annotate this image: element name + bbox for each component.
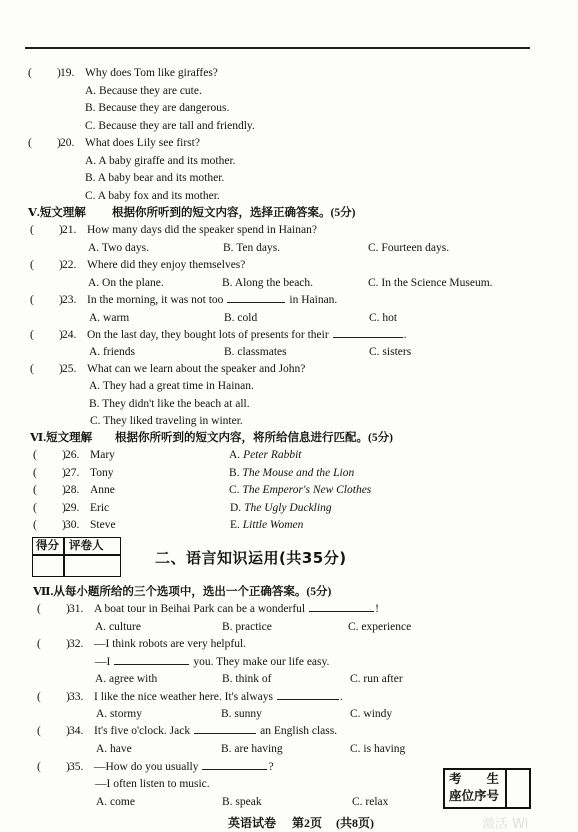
book-title: Little Women	[242, 519, 304, 531]
section-7-heading	[33, 585, 331, 599]
question-21	[30, 223, 530, 237]
option-b: B. speak	[222, 796, 262, 808]
question-31	[37, 602, 537, 616]
fill-in-blank	[277, 690, 339, 700]
option-a: A. friends	[89, 346, 135, 358]
question-number: 26.	[65, 449, 80, 461]
option-c: C. relax	[352, 796, 389, 808]
box-divider-vertical	[63, 538, 65, 576]
answer-paren-close: )	[66, 761, 70, 773]
dialogue-reply: —I often listen to music.	[95, 778, 210, 790]
option-b: B. Ten days.	[223, 242, 281, 254]
book-c	[229, 483, 371, 497]
option-c: C. sisters	[369, 346, 412, 358]
book-d	[230, 501, 332, 515]
question-number: 20.	[60, 137, 75, 149]
answer-paren-close: )	[57, 67, 61, 79]
question-number: 35.	[69, 761, 84, 773]
book-e	[230, 518, 303, 532]
answer-paren-open: (	[37, 725, 41, 737]
section-6-heading	[30, 431, 92, 445]
book-a	[229, 448, 302, 462]
answer-paren-close: )	[62, 449, 66, 461]
answer-paren-open: (	[37, 691, 41, 703]
fill-in-blank	[309, 602, 374, 612]
option-a: A. stormy	[96, 708, 142, 720]
score-label: 得分	[36, 540, 59, 552]
footer-total-pages: (共8页)	[336, 816, 374, 830]
footer-page-number: 第2页	[292, 816, 323, 830]
answer-paren-open: (	[30, 363, 34, 375]
answer-paren-open: (	[37, 603, 41, 615]
person-name: Tony	[90, 467, 114, 479]
stem-text-before: It's five o'clock. Jack	[94, 725, 191, 737]
answer-paren-close: )	[62, 484, 66, 496]
activation-watermark: 激活 Wi	[482, 817, 529, 832]
question-20	[28, 136, 528, 150]
person-name: Anne	[90, 484, 115, 496]
question-stem	[87, 293, 337, 307]
fill-in-blank	[194, 724, 256, 734]
part-2-title: 二、语言知识运用(共35分)	[155, 549, 347, 567]
book-letter: A.	[229, 449, 241, 461]
stem-text-before: A boat tour in Beihai Park can be a wonderful	[94, 603, 306, 615]
question-number: 32.	[69, 638, 84, 650]
question-33	[37, 690, 537, 704]
question-stem: What does Lily see first?	[85, 137, 200, 149]
question-34	[37, 724, 537, 738]
option-b: B. Along the beach.	[222, 277, 314, 289]
grader-label: 评卷人	[69, 540, 104, 552]
stem-text-before: In the morning, it was not too	[87, 294, 224, 306]
person-name: Mary	[90, 449, 115, 461]
answer-paren-close: )	[66, 725, 70, 737]
stem-text-after: an English class.	[260, 725, 338, 737]
option-c: C. is having	[350, 743, 406, 755]
question-stem	[94, 724, 337, 738]
fill-in-blank	[227, 293, 285, 303]
person-name: Steve	[90, 519, 116, 531]
option-b: B. classmates	[224, 346, 287, 358]
answer-paren-open: (	[33, 502, 37, 514]
option-b: B. think of	[222, 673, 272, 685]
question-23	[30, 293, 530, 307]
answer-paren-close: )	[62, 519, 66, 531]
answer-paren-open: (	[33, 467, 37, 479]
question-number: 22.	[62, 259, 77, 271]
answer-paren-close: )	[59, 363, 63, 375]
answer-paren-open: (	[33, 484, 37, 496]
option-c: C. Because they are tall and friendly.	[85, 120, 255, 132]
fill-in-blank	[114, 655, 189, 665]
answer-paren-open: (	[30, 294, 34, 306]
section-5-instruction: 根据你所听到的短文内容，选择正确答案。(5分)	[112, 207, 356, 219]
answer-paren-open: (	[30, 329, 34, 341]
option-b: B. Because they are dangerous.	[85, 102, 230, 114]
question-stem	[94, 760, 274, 774]
answer-paren-open: (	[28, 67, 32, 79]
question-number: 27.	[65, 467, 80, 479]
section-numeral: Ⅶ.	[33, 586, 54, 598]
stem-text-after: .	[403, 329, 407, 341]
option-a: A. Because they are cute.	[85, 85, 202, 97]
question-stem	[87, 328, 407, 342]
option-b: B. cold	[224, 312, 258, 324]
question-19	[28, 66, 528, 80]
question-32	[37, 637, 537, 651]
question-22	[30, 258, 530, 272]
question-number: 28.	[65, 484, 80, 496]
option-c: C. A baby fox and its mother.	[85, 190, 220, 202]
option-c: C. run after	[350, 673, 403, 685]
question-number: 30.	[65, 519, 80, 531]
question-stem: How many days did the speaker spend in Hainan?	[87, 224, 317, 236]
section-instruction: 从每小题所给的三个选项中，选出一个正确答案。(5分)	[53, 586, 332, 598]
reply-text-before: —I	[95, 656, 111, 668]
option-c: C. Fourteen days.	[368, 242, 450, 254]
answer-paren-open: (	[37, 638, 41, 650]
answer-paren-close: )	[59, 259, 63, 271]
stem-text-after: ?	[268, 761, 274, 773]
box-divider-horizontal	[33, 554, 120, 556]
question-number: 24.	[62, 329, 77, 341]
section-6-instruction: 根据你所听到的短文内容，将所给信息进行匹配。(5分)	[115, 432, 393, 444]
question-number: 34.	[69, 725, 84, 737]
answer-paren-close: )	[59, 224, 63, 236]
option-c: C. In the Science Museum.	[368, 277, 493, 289]
option-b: B. sunny	[221, 708, 262, 720]
seat-number-box	[443, 768, 531, 809]
answer-paren-close: )	[59, 294, 63, 306]
stem-text-before: I like the nice weather here. It's always	[94, 691, 273, 703]
person-name: Eric	[90, 502, 110, 514]
footer-subject: 英语试卷	[228, 816, 277, 830]
option-b: B. are having	[221, 743, 283, 755]
answer-paren-open: (	[30, 224, 34, 236]
book-title: The Mouse and the Lion	[242, 467, 355, 479]
book-letter: E.	[230, 519, 240, 531]
book-letter: C.	[229, 484, 240, 496]
header-rule	[25, 47, 530, 49]
answer-paren-close: )	[57, 137, 61, 149]
stem-text-before: —How do you usually	[94, 761, 199, 773]
seat-box-label-line2: 座位序号	[449, 789, 500, 803]
question-number: 29.	[65, 502, 80, 514]
question-stem: —I think robots are very helpful.	[94, 638, 247, 650]
option-a: A. come	[96, 796, 135, 808]
option-c: C. hot	[369, 312, 398, 324]
option-a: A. culture	[95, 621, 141, 633]
book-title: The Emperor's New Clothes	[242, 484, 372, 496]
option-a: A. A baby giraffe and its mother.	[85, 155, 236, 167]
score-box	[32, 537, 121, 577]
option-c: C. experience	[348, 621, 412, 633]
option-c: C. They liked traveling in winter.	[90, 415, 243, 427]
answer-paren-close: )	[66, 603, 70, 615]
answer-paren-open: (	[33, 449, 37, 461]
dialogue-reply	[95, 655, 329, 669]
question-25	[30, 362, 530, 376]
seat-box-label-line1: 考 生	[449, 772, 500, 786]
option-c: C. windy	[350, 708, 393, 720]
option-a: A. have	[96, 743, 132, 755]
section-numeral: Ⅵ.	[30, 432, 47, 444]
option-a: A. agree with	[95, 673, 158, 685]
question-number: 33.	[69, 691, 84, 703]
answer-paren-close: )	[59, 329, 63, 341]
book-letter: D.	[230, 502, 242, 514]
stem-text-after: !	[375, 603, 379, 615]
question-number: 25.	[62, 363, 77, 375]
answer-paren-open: (	[30, 259, 34, 271]
question-stem: Where did they enjoy themselves?	[87, 259, 246, 271]
answer-paren-open: (	[33, 519, 37, 531]
answer-paren-close: )	[62, 467, 66, 479]
option-b: B. A baby bear and its mother.	[85, 172, 225, 184]
question-number: 23.	[62, 294, 77, 306]
question-stem: What can we learn about the speaker and John?	[87, 363, 306, 375]
option-a: A. On the plane.	[88, 277, 164, 289]
answer-paren-close: )	[62, 502, 66, 514]
option-b: B. They didn't like the beach at all.	[89, 398, 250, 410]
answer-paren-close: )	[66, 638, 70, 650]
stem-text-after: in Hainan.	[289, 294, 338, 306]
answer-paren-open: (	[28, 137, 32, 149]
option-a: A. They had a great time in Hainan.	[89, 380, 254, 392]
question-stem	[94, 602, 379, 616]
section-numeral: Ⅴ.	[28, 207, 40, 219]
option-a: A. warm	[89, 312, 130, 324]
book-title: Peter Rabbit	[243, 449, 302, 461]
box-divider-vertical	[505, 770, 507, 807]
question-stem	[94, 690, 343, 704]
fill-in-blank	[202, 760, 267, 770]
section-title: 短文理解	[39, 207, 86, 219]
answer-paren-close: )	[66, 691, 70, 703]
option-b: B. practice	[222, 621, 272, 633]
reply-text-after: you. They make our life easy.	[193, 656, 330, 668]
answer-paren-open: (	[37, 761, 41, 773]
question-number: 19.	[60, 67, 75, 79]
book-b	[229, 466, 354, 480]
section-title: 短文理解	[46, 432, 93, 444]
question-stem: Why does Tom like giraffes?	[85, 67, 218, 79]
book-letter: B.	[229, 467, 240, 479]
option-a: A. Two days.	[88, 242, 149, 254]
stem-text-before: On the last day, they bought lots of presents for their	[87, 329, 329, 341]
stem-text-after: .	[339, 691, 343, 703]
question-number: 31.	[69, 603, 84, 615]
section-5-heading	[28, 206, 86, 220]
fill-in-blank	[333, 328, 403, 338]
question-24	[30, 328, 530, 342]
book-title: The Ugly Duckling	[244, 502, 332, 514]
question-number: 21.	[62, 224, 77, 236]
